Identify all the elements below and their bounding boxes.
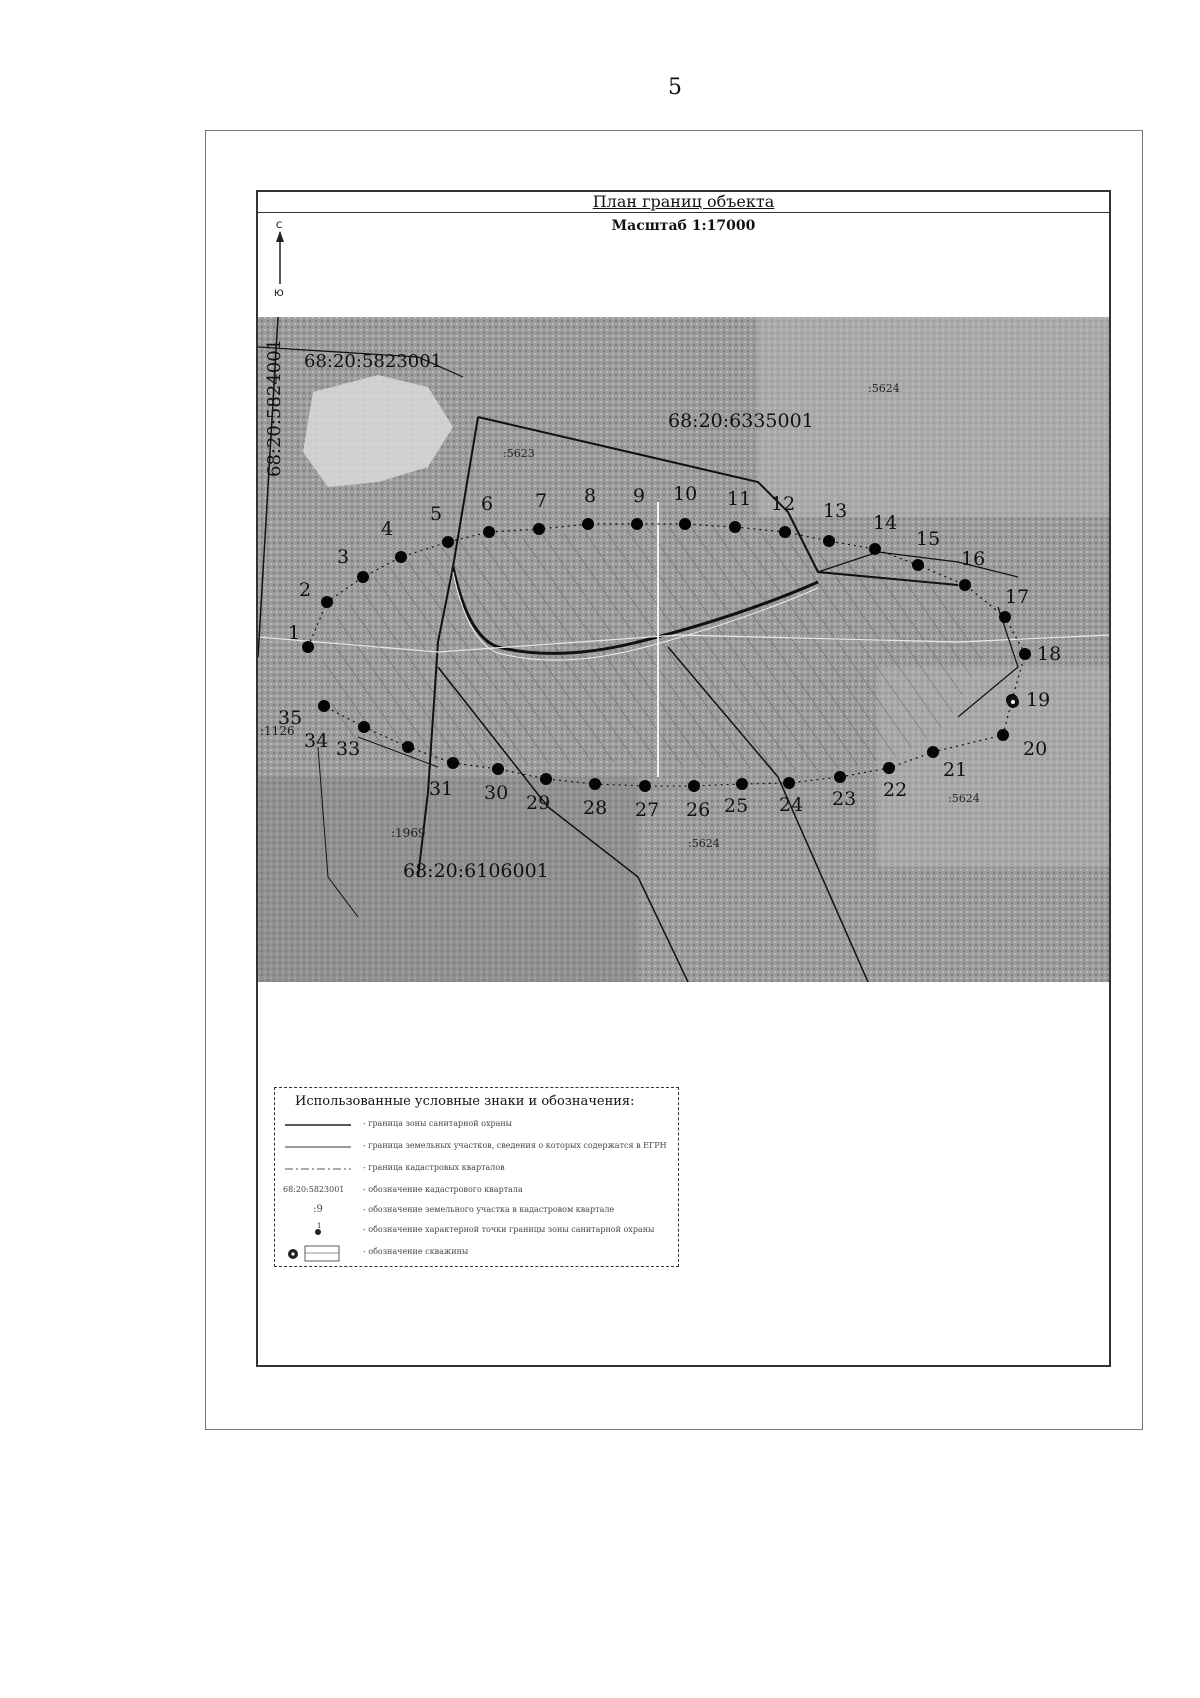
- boundary-point: [1019, 648, 1031, 660]
- boundary-point: [321, 596, 333, 608]
- boundary-point-label: 33: [336, 738, 361, 760]
- boundary-point: [540, 773, 552, 785]
- boundary-point: [729, 521, 741, 533]
- boundary-point: [736, 778, 748, 790]
- map-area: [258, 317, 1109, 982]
- parcel-label: :5624: [948, 792, 980, 805]
- legend-symbol-text: :9: [313, 1204, 323, 1215]
- cadastral-label: 68:20:6106001: [403, 860, 549, 882]
- boundary-point: [834, 771, 846, 783]
- parcel-label: :1969: [391, 826, 426, 840]
- legend-item: - обозначение скважины: [279, 1242, 674, 1264]
- boundary-point: [679, 518, 691, 530]
- boundary-point-label: 27: [635, 799, 660, 821]
- boundary-point-label: 14: [873, 512, 898, 534]
- legend-symbol-text: 68:20:5823001: [283, 1185, 345, 1194]
- cadastral-label: 68:20:5824001: [264, 338, 285, 477]
- boundary-point: [997, 729, 1009, 741]
- boundary-point: [823, 535, 835, 547]
- boundary-point: [533, 523, 545, 535]
- boundary-point-label: 26: [686, 799, 711, 821]
- boundary-point-label: 12: [771, 493, 796, 515]
- boundary-point-label: 9: [633, 485, 646, 507]
- boundary-point-label: 17: [1005, 586, 1030, 608]
- boundary-point-label: 31: [429, 778, 454, 800]
- boundary-point-label: 34: [304, 730, 329, 752]
- parcel-label: :1126: [260, 724, 295, 738]
- boundary-point: [688, 780, 700, 792]
- legend-item: 68:20:5823001 - обозначение кадастрового квартала: [279, 1180, 674, 1202]
- well-legend-icon: [283, 1242, 353, 1264]
- legend-item: 1 - обозначение характерной точки границы зоны санитарной охраны: [279, 1220, 674, 1242]
- boundary-point-label: 5: [430, 503, 443, 525]
- boundary-point: [483, 526, 495, 538]
- boundary-point: [869, 543, 881, 555]
- boundary-point: [442, 536, 454, 548]
- boundary-point: [779, 526, 791, 538]
- boundary-point-label: 28: [583, 797, 608, 819]
- boundary-point: [589, 778, 601, 790]
- south-label: Ю: [274, 289, 284, 298]
- north-label: С: [276, 221, 283, 231]
- boundary-point-label: 10: [673, 483, 698, 505]
- svg-text:1: 1: [317, 1222, 322, 1230]
- cadastral-label: 68:20:6335001: [668, 410, 814, 432]
- boundary-point: [402, 741, 414, 753]
- legend: [274, 1087, 679, 1267]
- boundary-point: [582, 518, 594, 530]
- boundary-point: [927, 746, 939, 758]
- boundary-point: [357, 571, 369, 583]
- cadastral-label: 68:20:5823001: [304, 351, 443, 372]
- boundary-point-label: 4: [381, 518, 394, 540]
- boundary-point-label: 6: [481, 493, 494, 515]
- legend-item: - граница зоны санитарной охраны: [279, 1114, 674, 1136]
- plan-frame: [256, 190, 1111, 1367]
- plan-title: План границ объекта: [258, 192, 1109, 213]
- boundary-point-icon: [283, 1220, 353, 1242]
- boundary-point-label: 1: [288, 622, 301, 644]
- boundary-point: [395, 551, 407, 563]
- boundary-point: [959, 579, 971, 591]
- scale-label: Масштаб 1:17000: [611, 218, 756, 234]
- parcel-label: :5624: [688, 837, 720, 850]
- legend-item: :9 - обозначение земельного участка в кадастровом квартале: [279, 1200, 674, 1222]
- boundary-point: [318, 700, 330, 712]
- parcel-boundary-line-icon: [283, 1136, 353, 1158]
- boundary-point-label: 23: [832, 788, 857, 810]
- boundary-point: [783, 777, 795, 789]
- boundary-point-label: 20: [1023, 738, 1048, 760]
- boundary-point: [492, 763, 504, 775]
- boundary-point: [639, 780, 651, 792]
- north-arrow-icon: [272, 218, 292, 298]
- boundary-point: [302, 641, 314, 653]
- legend-item: - граница земельных участков, сведения о которых содержатся в ЕГРН: [279, 1136, 674, 1158]
- boundary-point-label: 21: [943, 759, 968, 781]
- parcel-label: :5623: [503, 447, 535, 460]
- boundary-point: [631, 518, 643, 530]
- quarter-boundary-line-icon: [283, 1158, 353, 1180]
- boundary-point: [447, 757, 459, 769]
- boundary-point-label: 15: [916, 528, 941, 550]
- legend-title: Использованные условные знаки и обозначения:: [295, 1094, 635, 1109]
- legend-item: - граница кадастровых кварталов: [279, 1158, 674, 1180]
- boundary-point-label: 30: [484, 782, 509, 804]
- boundary-point-label: 11: [727, 488, 752, 510]
- boundary-point-label: 3: [337, 546, 350, 568]
- boundary-point-label: 16: [961, 548, 986, 570]
- boundary-point: [883, 762, 895, 774]
- boundary-point-label: 29: [526, 792, 551, 814]
- boundary-point-label: 18: [1037, 643, 1062, 665]
- page-number: 5: [668, 75, 682, 100]
- parcel-label: :5624: [868, 382, 900, 395]
- zone-boundary-line-icon: [283, 1114, 353, 1136]
- boundary-point-label: 24: [779, 794, 804, 816]
- boundary-point-label: 13: [823, 500, 848, 522]
- boundary-point-label: 2: [299, 579, 312, 601]
- boundary-point: [999, 611, 1011, 623]
- boundary-point-label: 8: [584, 485, 597, 507]
- boundary-point-label: 19: [1026, 689, 1051, 711]
- boundary-point: [358, 721, 370, 733]
- boundary-point-label: 35: [278, 707, 303, 729]
- boundary-point-label: 25: [724, 795, 749, 817]
- boundary-point: [912, 559, 924, 571]
- boundary-point-label: 22: [883, 779, 908, 801]
- boundary-point-label: 7: [535, 490, 548, 512]
